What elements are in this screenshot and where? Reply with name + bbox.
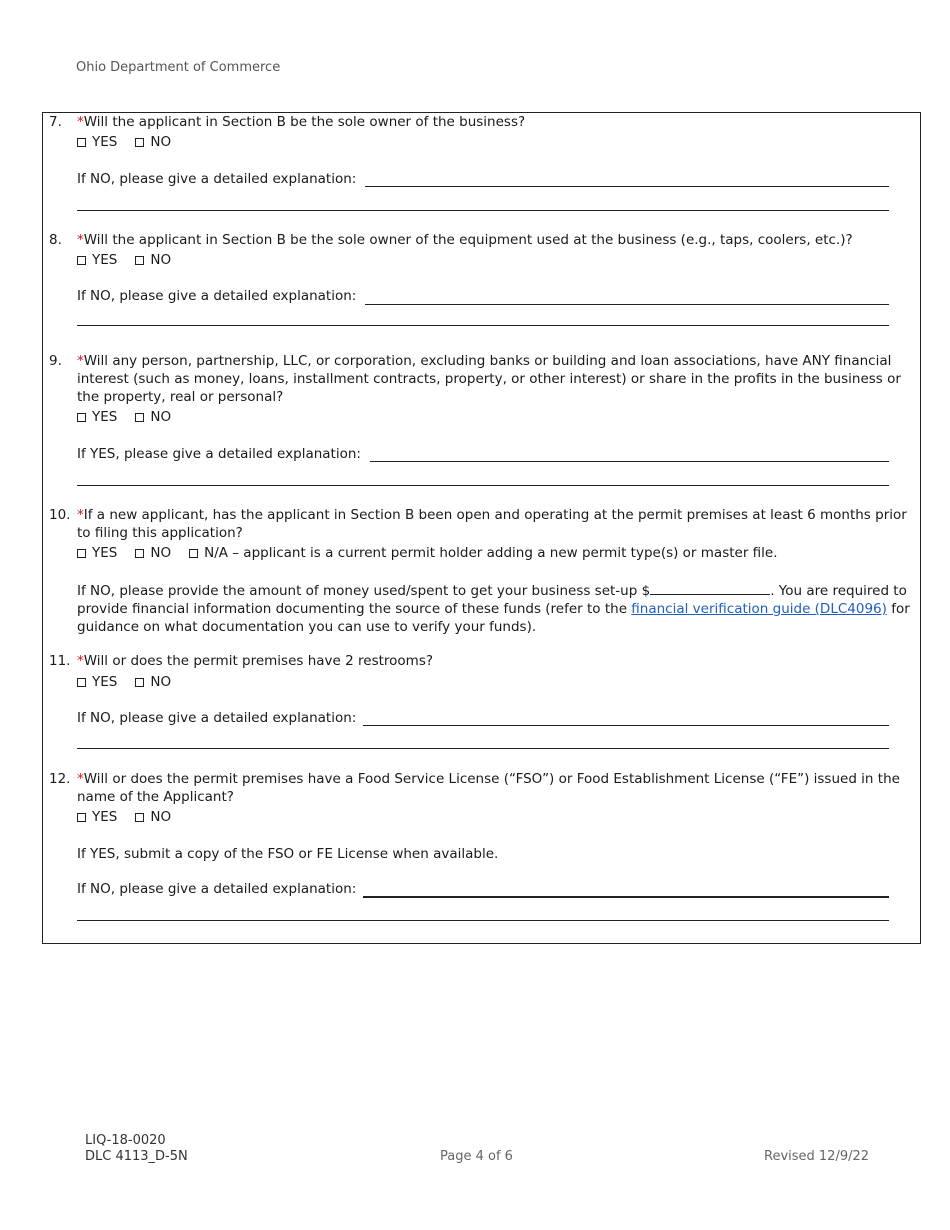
checkbox-icon bbox=[135, 813, 144, 822]
q8-explain-line-1[interactable] bbox=[365, 304, 889, 305]
checkbox-icon bbox=[77, 678, 86, 687]
q7-explain-line-1[interactable] bbox=[365, 186, 889, 187]
q8-explain-line-2[interactable] bbox=[77, 325, 889, 326]
q9-explain-label: If YES, please give a detailed explanation: bbox=[77, 446, 361, 462]
checkbox-icon bbox=[135, 413, 144, 422]
q8-explain-label: If NO, please give a detailed explanation: bbox=[77, 288, 357, 304]
q10-no-checkbox[interactable]: NO bbox=[135, 544, 171, 562]
question-number: 10. bbox=[49, 507, 71, 523]
checkbox-icon bbox=[189, 549, 198, 558]
question-12-options bbox=[77, 808, 171, 826]
q9-explain-line-2[interactable] bbox=[77, 485, 889, 486]
required-asterisk: * bbox=[77, 114, 84, 130]
required-asterisk: * bbox=[77, 353, 84, 369]
question-9-text: *Will any person, partnership, LLC, or corporation, excluding banks or building and loan associations, have ANY financial interest (such as money, loans, installment contracts, property, or other interest) or share in the profits in the business or the property, real or personal? bbox=[77, 353, 901, 405]
question-9-options bbox=[77, 408, 171, 426]
question-number: 7. bbox=[49, 114, 62, 130]
checkbox-icon bbox=[135, 678, 144, 687]
q12-yes-checkbox[interactable]: YES bbox=[77, 808, 117, 826]
q10-yes-checkbox[interactable]: YES bbox=[77, 544, 117, 562]
checkbox-icon bbox=[77, 413, 86, 422]
q8-yes-checkbox[interactable]: YES bbox=[77, 251, 117, 269]
required-asterisk: * bbox=[77, 507, 84, 523]
question-12-text: *Will or does the permit premises have a Food Service License (“FSO”) or Food Establishment License (“FE”) issued in the name of the Applicant? bbox=[77, 771, 900, 805]
question-11-text: *Will or does the permit premises have 2 restrooms? bbox=[77, 653, 434, 669]
q9-no-checkbox[interactable]: NO bbox=[135, 408, 171, 426]
financial-verification-guide-link[interactable]: financial verification guide (DLC4096) bbox=[631, 601, 887, 617]
q11-explain-label: If NO, please give a detailed explanation: bbox=[77, 710, 357, 726]
q12-no-checkbox[interactable]: NO bbox=[135, 808, 171, 826]
required-asterisk: * bbox=[77, 771, 84, 787]
q11-yes-checkbox[interactable]: YES bbox=[77, 673, 117, 691]
q11-explain-line-1[interactable] bbox=[363, 725, 889, 726]
form-id: LIQ-18-0020 bbox=[85, 1133, 166, 1148]
q10-na-checkbox[interactable]: N/A – applicant is a current permit holder adding a new permit type(s) or master file. bbox=[189, 544, 777, 562]
question-10-options bbox=[77, 544, 778, 562]
q7-yes-checkbox[interactable]: YES bbox=[77, 133, 117, 151]
q12-note: If YES, submit a copy of the FSO or FE License when available. bbox=[77, 846, 499, 862]
question-number: 9. bbox=[49, 353, 62, 369]
footer-form-ids bbox=[85, 1133, 188, 1165]
q9-yes-checkbox[interactable]: YES bbox=[77, 408, 117, 426]
funds-amount-field[interactable] bbox=[650, 580, 770, 595]
question-7-text: *Will the applicant in Section B be the sole owner of the business? bbox=[77, 114, 526, 130]
question-8-options bbox=[77, 251, 171, 269]
q7-no-checkbox[interactable]: NO bbox=[135, 133, 171, 151]
checkbox-icon bbox=[135, 549, 144, 558]
checkbox-icon bbox=[77, 813, 86, 822]
checkbox-icon bbox=[135, 256, 144, 265]
q12-explain-line-1[interactable] bbox=[363, 896, 889, 898]
question-10-text: *If a new applicant, has the applicant in Section B been open and operating at the permit premises at least 6 months prior to filing this application? bbox=[77, 507, 907, 541]
page-number: Page 4 of 6 bbox=[440, 1149, 513, 1164]
question-number: 8. bbox=[49, 232, 62, 248]
q11-explain-line-2[interactable] bbox=[77, 748, 889, 749]
q8-no-checkbox[interactable]: NO bbox=[135, 251, 171, 269]
q7-explain-label: If NO, please give a detailed explanation: bbox=[77, 171, 357, 187]
checkbox-icon bbox=[77, 549, 86, 558]
required-asterisk: * bbox=[77, 653, 84, 669]
q11-no-checkbox[interactable]: NO bbox=[135, 673, 171, 691]
checkbox-icon bbox=[77, 256, 86, 265]
question-11-options bbox=[77, 673, 171, 691]
form-code: DLC 4113_D-5N bbox=[85, 1149, 188, 1164]
q9-explain-line-1[interactable] bbox=[370, 461, 889, 462]
q7-explain-line-2[interactable] bbox=[77, 210, 889, 211]
q10-funds-paragraph: If NO, please provide the amount of money used/spent to get your business set-up $ . You are required to provide financial information documenting the source of these funds (refer to the financial verification guide (DLC4096) for guidance on what documentation you can use to verify your funds). bbox=[77, 580, 912, 636]
question-7-options bbox=[77, 133, 171, 151]
checkbox-icon bbox=[135, 138, 144, 147]
q12-explain-label: If NO, please give a detailed explanation: bbox=[77, 881, 357, 897]
q12-explain-line-2[interactable] bbox=[77, 920, 889, 921]
revised-date: Revised 12/9/22 bbox=[764, 1149, 870, 1164]
question-8-text: *Will the applicant in Section B be the sole owner of the equipment used at the business (e.g., taps, coolers, etc.)? bbox=[77, 232, 853, 248]
agency-header: Ohio Department of Commerce bbox=[76, 60, 281, 75]
required-asterisk: * bbox=[77, 232, 84, 248]
checkbox-icon bbox=[77, 138, 86, 147]
question-number: 12. bbox=[49, 771, 71, 787]
question-number: 11. bbox=[49, 653, 71, 669]
